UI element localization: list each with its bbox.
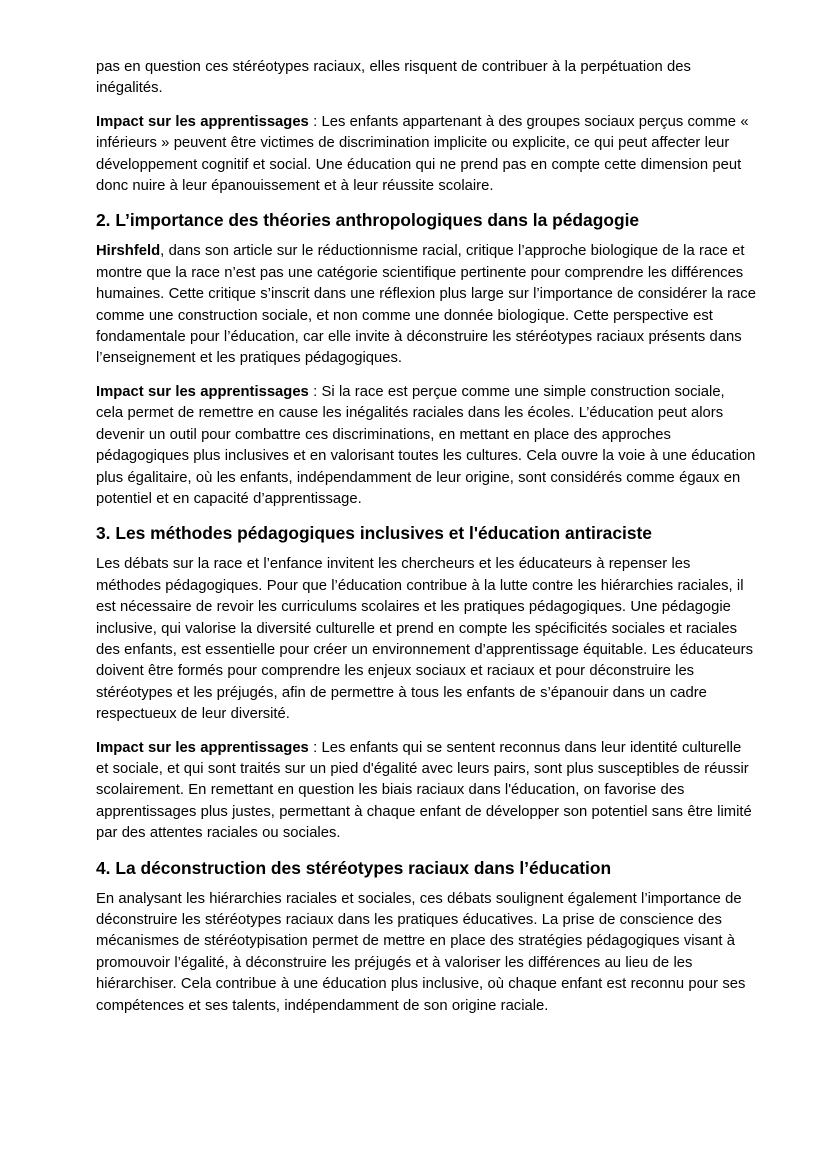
impact-paragraph <box>96 112 756 198</box>
paragraph-methods <box>96 554 756 725</box>
paragraph-text: pas en question ces stéréotypes raciaux, elles risquent de contribuer à la perpétuation des inégalités. <box>96 59 691 97</box>
section-heading-3: 3. Les méthodes pédagogiques inclusives et l'éducation antiraciste <box>96 523 652 544</box>
impact-paragraph <box>96 382 756 510</box>
paragraph-text: , dans son article sur le réductionnisme racial, critique l’approche biologique de la race et montre que la race n’est pas une catégorie scientifique pertinente pour comprendre les différences humaines. Cette critique s’inscrit dans une réflexion plus large sur l’importance de considérer la race comme une construction sociale, et non comme une donnée biologique. Cette perspective est fondamentale pour l’éducation, car elle invite à déconstruire les stéréotypes raciaux présents dans l’enseignement et les pratiques pédagogiques. <box>96 243 756 367</box>
paragraph-deconstruction <box>96 889 756 1017</box>
paragraph-lead-bold: Impact sur les apprentissages <box>96 739 309 756</box>
paragraph-text: : Les enfants qui se sentent reconnus dans leur identité culturelle et sociale, et qui sont traités sur un pied d'égalité avec leurs pairs, sont plus susceptibles de réussir scolairement. En remettant en question les biais raciaux dans l'éducation, on favorise des apprentissages plus justes, permettant à chaque enfant de développer son potentiel sans être limité par des attentes raciales ou sociales. <box>96 739 752 842</box>
paragraph-text: : Si la race est perçue comme une simple construction sociale, cela permet de remettre en cause les inégalités raciales dans les écoles. L’éducation peut alors devenir un outil pour combattre ces discriminations, en mettant en place des approches pédagogiques plus inclusives et en valorisant toutes les cultures. Cela ouvre la voie à une éducation plus égalitaire, où les enfants, indépendamment de leur origine, sont considérés comme égaux en potentiel et en capacité d’apprentissage. <box>96 383 756 507</box>
paragraph-text: Les débats sur la race et l’enfance invitent les chercheurs et les éducateurs à repenser les méthodes pédagogiques. Pour que l’éducation contribue à la lutte contre les hiérarchies raciales, il est nécessaire de revoir les curriculums scolaires et les pratiques pédagogiques. Une pédagogie inclusive, qui valorise la diversité culturelle et prend en compte les spécificités sociales et raciales des enfants, est essentielle pour créer un environnement d’apprentissage équitable. Les éducateurs doivent être formés pour comprendre les enjeux sociaux et raciaux et pour déconstruire les stéréotypes et les préjugés, afin de permettre à tous les enfants de s’épanouir dans un cadre respectueux de leur diversité. <box>96 556 753 723</box>
paragraph-text: En analysant les hiérarchies raciales et sociales, ces débats soulignent également l’importance de déconstruire les stéréotypes raciaux dans les pratiques éducatives. La prise de conscience des mécanismes de stéréotypisation permet de mettre en place des stratégies pédagogiques visant à promouvoir l’égalité, à déconstruire les préjugés et à valoriser les différences au lieu de les hiérarchiser. Cela contribue à une éducation plus inclusive, où chaque enfant est reconnu pour ses compétences et ses talents, indépendamment de son origine raciale. <box>96 890 746 1014</box>
section-heading-4: 4. La déconstruction des stéréotypes raciaux dans l’éducation <box>96 857 612 878</box>
paragraph-continuation <box>96 57 756 100</box>
paragraph-text: : Les enfants appartenant à des groupes sociaux perçus comme « inférieurs » peuvent être victimes de discrimination implicite ou explicite, ce qui peut affecter leur développement cognitif et social. Une éducation qui ne prend pas en compte cette dimension peut donc nuire à leur épanouissement et à leur réussite scolaire. <box>96 113 749 195</box>
impact-paragraph <box>96 738 756 845</box>
section-heading-2: 2. L’importance des théories anthropologiques dans la pédagogie <box>96 210 640 231</box>
paragraph-lead-bold: Impact sur les apprentissages <box>96 113 309 130</box>
paragraph-hirshfeld <box>96 241 756 369</box>
paragraph-lead-bold: Impact sur les apprentissages <box>96 383 309 400</box>
paragraph-lead-bold: Hirshfeld <box>96 243 161 260</box>
